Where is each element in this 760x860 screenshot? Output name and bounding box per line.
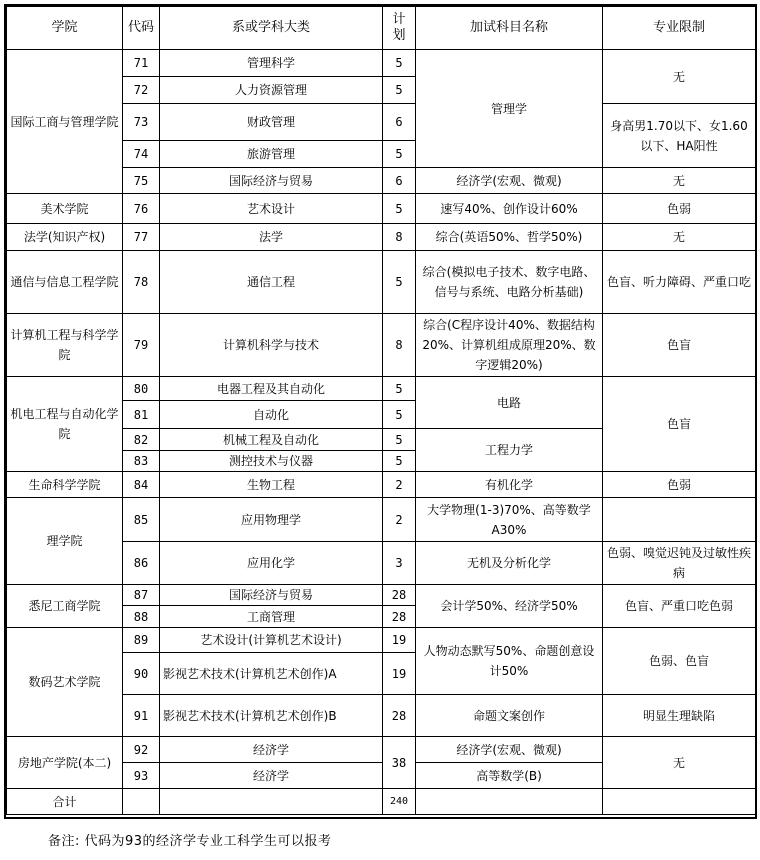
table-row	[7, 50, 756, 77]
code-cell: 77	[123, 224, 160, 251]
table-row	[7, 498, 756, 542]
plan-cell: 5	[383, 451, 416, 472]
table-row	[7, 314, 756, 377]
major-cell: 通信工程	[160, 251, 383, 314]
total-major-empty	[160, 789, 383, 815]
code-cell: 84	[123, 472, 160, 498]
plan-cell: 5	[383, 194, 416, 224]
major-cell: 计算机科学与技术	[160, 314, 383, 377]
code-cell: 79	[123, 314, 160, 377]
header-major: 系或学科大类	[160, 7, 383, 50]
restriction-cell: 无	[603, 224, 756, 251]
plan-cell: 5	[383, 401, 416, 429]
table-row	[7, 377, 756, 401]
plan-cell: 8	[383, 314, 416, 377]
restriction-cell: 色弱	[603, 194, 756, 224]
major-cell: 应用化学	[160, 542, 383, 585]
table-row	[7, 224, 756, 251]
exam-cell: 大学物理(1-3)70%、高等数学A30%	[416, 498, 603, 542]
exam-cell: 电路	[416, 377, 603, 429]
exam-cell: 管理学	[416, 50, 603, 168]
restriction-cell: 色盲、严重口吃色弱	[603, 585, 756, 628]
table-row	[7, 585, 756, 606]
plan-cell: 5	[383, 377, 416, 401]
plan-cell: 19	[383, 653, 416, 695]
table-row	[7, 472, 756, 498]
plan-cell: 2	[383, 472, 416, 498]
major-cell: 财政管理	[160, 104, 383, 141]
plan-cell: 2	[383, 498, 416, 542]
code-cell: 85	[123, 498, 160, 542]
major-cell: 生物工程	[160, 472, 383, 498]
plan-cell: 6	[383, 168, 416, 194]
plan-cell: 5	[383, 429, 416, 451]
header-plan-text: 计划	[392, 12, 406, 43]
college-cell: 生命科学学院	[7, 472, 123, 498]
code-cell: 90	[123, 653, 160, 695]
exam-cell: 会计学50%、经济学50%	[416, 585, 603, 628]
code-cell: 92	[123, 737, 160, 763]
code-cell: 82	[123, 429, 160, 451]
major-cell: 电器工程及其自动化	[160, 377, 383, 401]
plan-cell: 5	[383, 251, 416, 314]
restriction-cell: 身高男1.70以下、女1.60以下、HA阳性	[603, 104, 756, 168]
exam-cell: 高等数学(B)	[416, 763, 603, 789]
college-cell: 计算机工程与科学学院	[7, 314, 123, 377]
restriction-cell: 色弱、色盲	[603, 628, 756, 695]
header-college: 学院	[7, 7, 123, 50]
college-cell: 国际工商与管理学院	[7, 50, 123, 194]
code-cell: 73	[123, 104, 160, 141]
exam-cell: 命题文案创作	[416, 695, 603, 737]
restriction-cell: 色弱、嗅觉迟钝及过敏性疾病	[603, 542, 756, 585]
college-cell: 美术学院	[7, 194, 123, 224]
code-cell: 86	[123, 542, 160, 585]
exam-cell: 综合(英语50%、哲学50%)	[416, 224, 603, 251]
exam-cell: 综合(模拟电子技术、数字电路、信号与系统、电路分析基础)	[416, 251, 603, 314]
footnote: 备注: 代码为93的经济学专业工科学生可以报考	[48, 834, 332, 849]
exam-cell: 经济学(宏观、微观)	[416, 737, 603, 763]
restriction-cell: 无	[603, 168, 756, 194]
restriction-cell: 色盲	[603, 314, 756, 377]
code-cell: 89	[123, 628, 160, 653]
college-cell: 数码艺术学院	[7, 628, 123, 737]
plan-cell: 3	[383, 542, 416, 585]
code-cell: 88	[123, 606, 160, 628]
restriction-cell: 色弱	[603, 472, 756, 498]
code-cell: 78	[123, 251, 160, 314]
code-cell: 71	[123, 50, 160, 77]
exam-cell: 经济学(宏观、微观)	[416, 168, 603, 194]
major-cell: 艺术设计	[160, 194, 383, 224]
total-restriction-empty	[603, 789, 756, 815]
exam-cell: 有机化学	[416, 472, 603, 498]
total-exam-empty	[416, 789, 603, 815]
college-cell: 悉尼工商学院	[7, 585, 123, 628]
total-label: 合计	[7, 789, 123, 815]
code-cell: 74	[123, 141, 160, 168]
header-restriction: 专业限制	[603, 7, 756, 50]
plan-cell: 5	[383, 141, 416, 168]
restriction-cell: 色盲、听力障碍、严重口吃	[603, 251, 756, 314]
table-row	[7, 251, 756, 314]
college-cell: 法学(知识产权)	[7, 224, 123, 251]
total-plan: 240	[383, 789, 416, 815]
plan-cell: 6	[383, 104, 416, 141]
exam-cell: 人物动态默写50%、命题创意设计50%	[416, 628, 603, 695]
plan-cell: 28	[383, 585, 416, 606]
major-cell: 影视艺术技术(计算机艺术创作)B	[160, 695, 383, 737]
code-cell: 75	[123, 168, 160, 194]
code-cell: 91	[123, 695, 160, 737]
major-cell: 影视艺术技术(计算机艺术创作)A	[160, 653, 383, 695]
major-cell: 法学	[160, 224, 383, 251]
code-cell: 81	[123, 401, 160, 429]
code-cell: 83	[123, 451, 160, 472]
admissions-table	[6, 6, 756, 815]
plan-cell: 5	[383, 50, 416, 77]
major-cell: 自动化	[160, 401, 383, 429]
exam-cell: 无机及分析化学	[416, 542, 603, 585]
table-row	[7, 737, 756, 763]
header-row	[7, 7, 756, 50]
major-cell: 国际经济与贸易	[160, 168, 383, 194]
major-cell: 工商管理	[160, 606, 383, 628]
code-cell: 93	[123, 763, 160, 789]
plan-cell: 8	[383, 224, 416, 251]
plan-cell: 28	[383, 606, 416, 628]
college-cell: 理学院	[7, 498, 123, 585]
major-cell: 经济学	[160, 763, 383, 789]
college-cell: 机电工程与自动化学院	[7, 377, 123, 472]
exam-cell: 工程力学	[416, 429, 603, 472]
code-cell: 87	[123, 585, 160, 606]
code-cell: 80	[123, 377, 160, 401]
major-cell: 国际经济与贸易	[160, 585, 383, 606]
code-cell: 72	[123, 77, 160, 104]
college-cell: 房地产学院(本二)	[7, 737, 123, 789]
total-code-empty	[123, 789, 160, 815]
major-cell: 经济学	[160, 737, 383, 763]
plan-cell: 28	[383, 695, 416, 737]
plan-cell: 5	[383, 77, 416, 104]
restriction-cell	[603, 498, 756, 542]
major-cell: 机械工程及自动化	[160, 429, 383, 451]
major-cell: 艺术设计(计算机艺术设计)	[160, 628, 383, 653]
restriction-cell: 无	[603, 737, 756, 789]
plan-cell: 19	[383, 628, 416, 653]
table-row	[7, 628, 756, 653]
code-cell: 76	[123, 194, 160, 224]
header-plan	[383, 7, 416, 50]
admissions-table-wrapper	[6, 6, 755, 815]
table-row	[7, 194, 756, 224]
restriction-cell: 色盲	[603, 377, 756, 472]
major-cell: 测控技术与仪器	[160, 451, 383, 472]
restriction-cell: 无	[603, 50, 756, 104]
major-cell: 旅游管理	[160, 141, 383, 168]
exam-cell: 综合(C程序设计40%、数据结构20%、计算机组成原理20%、数字逻辑20%)	[416, 314, 603, 377]
header-exam: 加试科目名称	[416, 7, 603, 50]
exam-cell: 速写40%、创作设计60%	[416, 194, 603, 224]
total-row	[7, 789, 756, 815]
major-cell: 人力资源管理	[160, 77, 383, 104]
restriction-cell: 明显生理缺陷	[603, 695, 756, 737]
plan-cell: 38	[383, 737, 416, 789]
header-code: 代码	[123, 7, 160, 50]
college-cell: 通信与信息工程学院	[7, 251, 123, 314]
major-cell: 管理科学	[160, 50, 383, 77]
major-cell: 应用物理学	[160, 498, 383, 542]
